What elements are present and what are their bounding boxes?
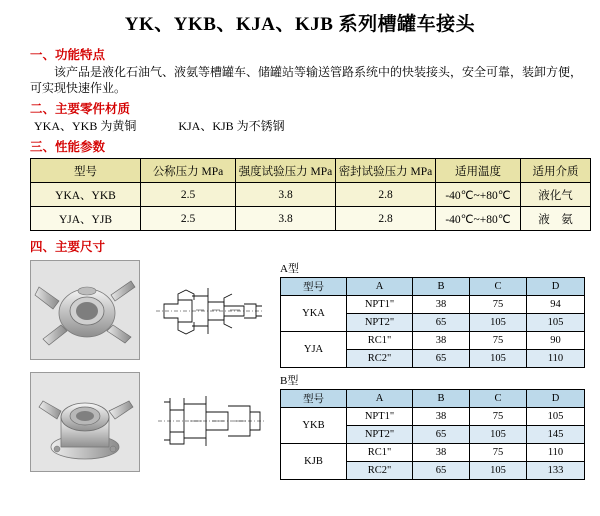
dim-b-cell: 75 — [470, 408, 527, 426]
dim-b-header-cell: A — [347, 390, 413, 408]
spec-header-cell: 适用温度 — [436, 159, 521, 183]
spec-cell: -40℃~+80℃ — [436, 207, 521, 231]
dimension-row-a — [12, 260, 588, 368]
spec-cell: 2.5 — [141, 207, 236, 231]
dim-b-model: KJB — [281, 444, 347, 480]
features-body: 该产品是液化石油气、液氨等槽罐车、储罐站等输送管路系统中的快装接头，安全可靠，装卸方便，可实现快速作业。 — [30, 65, 583, 95]
spec-cell: -40℃~+80℃ — [436, 183, 521, 207]
spec-cell: 3.8 — [236, 183, 336, 207]
dim-b-cell: 133 — [527, 462, 585, 480]
table-row — [281, 296, 585, 314]
dim-b-cell: 65 — [413, 462, 470, 480]
table-row — [281, 332, 585, 350]
spec-cell: 2.8 — [336, 183, 436, 207]
page-title: YK、YKB、KJA、KJB 系列槽罐车接头 — [124, 14, 476, 35]
dim-table-a-label: A型 — [280, 263, 299, 275]
dim-b-header-cell: C — [470, 390, 527, 408]
section-heading-features: 一、功能特点 — [30, 48, 106, 62]
spec-table — [30, 158, 591, 231]
dim-table-b-label: B型 — [280, 375, 299, 387]
dim-b-cell: RC1" — [347, 444, 413, 462]
dim-b-cell: NPT2" — [347, 426, 413, 444]
coupling-drawing-type-a-image — [150, 260, 268, 358]
spec-cell: YJA、YJB — [31, 207, 141, 231]
dim-b-cell: RC2" — [347, 462, 413, 480]
dim-b-cell: 105 — [527, 408, 585, 426]
dimension-row-b — [12, 372, 588, 480]
dim-a-model: YJA — [281, 332, 347, 368]
dim-a-cell: 75 — [470, 332, 527, 350]
spec-header-cell: 型号 — [31, 159, 141, 183]
table-row — [31, 183, 591, 207]
dim-a-cell: 105 — [527, 314, 585, 332]
dim-a-cell: RC2" — [347, 350, 413, 368]
dim-b-cell: 110 — [527, 444, 585, 462]
dim-a-header-row — [281, 278, 585, 296]
material-left: YKA、YKB 为黄铜 — [34, 119, 137, 133]
dim-a-header-cell: D — [527, 278, 585, 296]
dim-a-cell: NPT2" — [347, 314, 413, 332]
dim-b-cell: 38 — [413, 444, 470, 462]
dim-b-header-cell: 型号 — [281, 390, 347, 408]
spec-header-cell: 密封试验压力 MPa — [336, 159, 436, 183]
spec-cell: 液化气 — [521, 183, 591, 207]
dim-table-a-wrap — [280, 260, 588, 368]
dim-a-cell: 65 — [413, 314, 470, 332]
table-row — [281, 444, 585, 462]
dim-a-cell: 75 — [470, 296, 527, 314]
section-heading-performance: 三、性能参数 — [30, 140, 106, 154]
dim-b-header-row — [281, 390, 585, 408]
dim-a-model: YKA — [281, 296, 347, 332]
dim-b-cell: 105 — [470, 462, 527, 480]
spec-cell: 3.8 — [236, 207, 336, 231]
dim-table-a — [280, 277, 585, 368]
dim-b-cell: 145 — [527, 426, 585, 444]
spec-header-cell: 公称压力 MPa — [141, 159, 236, 183]
dim-a-cell: NPT1" — [347, 296, 413, 314]
dim-b-cell: 105 — [470, 426, 527, 444]
spec-header-cell: 强度试验压力 MPa — [236, 159, 336, 183]
spec-table-header-row — [31, 159, 591, 183]
dim-a-header-cell: C — [470, 278, 527, 296]
material-line — [34, 118, 582, 134]
dim-a-cell: 38 — [413, 332, 470, 350]
dim-a-cell: 105 — [470, 350, 527, 368]
dim-b-cell: NPT1" — [347, 408, 413, 426]
coupling-drawing-type-b-image — [150, 372, 268, 470]
dim-a-header-cell: A — [347, 278, 413, 296]
coupling-photo-type-a-image — [30, 260, 140, 360]
dim-table-b — [280, 389, 585, 480]
dim-a-header-cell: 型号 — [281, 278, 347, 296]
dim-a-cell: 110 — [527, 350, 585, 368]
spec-header-cell: 适用介质 — [521, 159, 591, 183]
material-right: KJA、KJB 为不锈钢 — [178, 119, 285, 133]
dim-a-cell: 105 — [470, 314, 527, 332]
dim-b-header-cell: D — [527, 390, 585, 408]
dim-b-cell: 38 — [413, 408, 470, 426]
dim-a-header-cell: B — [413, 278, 470, 296]
table-row — [31, 207, 591, 231]
spec-cell: 2.8 — [336, 207, 436, 231]
spec-cell: 液 氨 — [521, 207, 591, 231]
section-heading-material: 二、主要零件材质 — [30, 102, 131, 116]
dim-a-cell: 38 — [413, 296, 470, 314]
spec-cell: YKA、YKB — [31, 183, 141, 207]
coupling-photo-type-b-image — [30, 372, 140, 472]
dim-a-cell: 90 — [527, 332, 585, 350]
dim-a-cell: 94 — [527, 296, 585, 314]
spec-cell: 2.5 — [141, 183, 236, 207]
dim-table-b-wrap — [280, 372, 588, 480]
dimension-section — [12, 260, 588, 480]
section-heading-dimensions: 四、主要尺寸 — [30, 240, 106, 254]
dim-b-model: YKB — [281, 408, 347, 444]
dim-b-cell: 75 — [470, 444, 527, 462]
dim-a-cell: 65 — [413, 350, 470, 368]
dim-a-cell: RC1" — [347, 332, 413, 350]
table-row — [281, 408, 585, 426]
dim-b-cell: 65 — [413, 426, 470, 444]
dim-b-header-cell: B — [413, 390, 470, 408]
